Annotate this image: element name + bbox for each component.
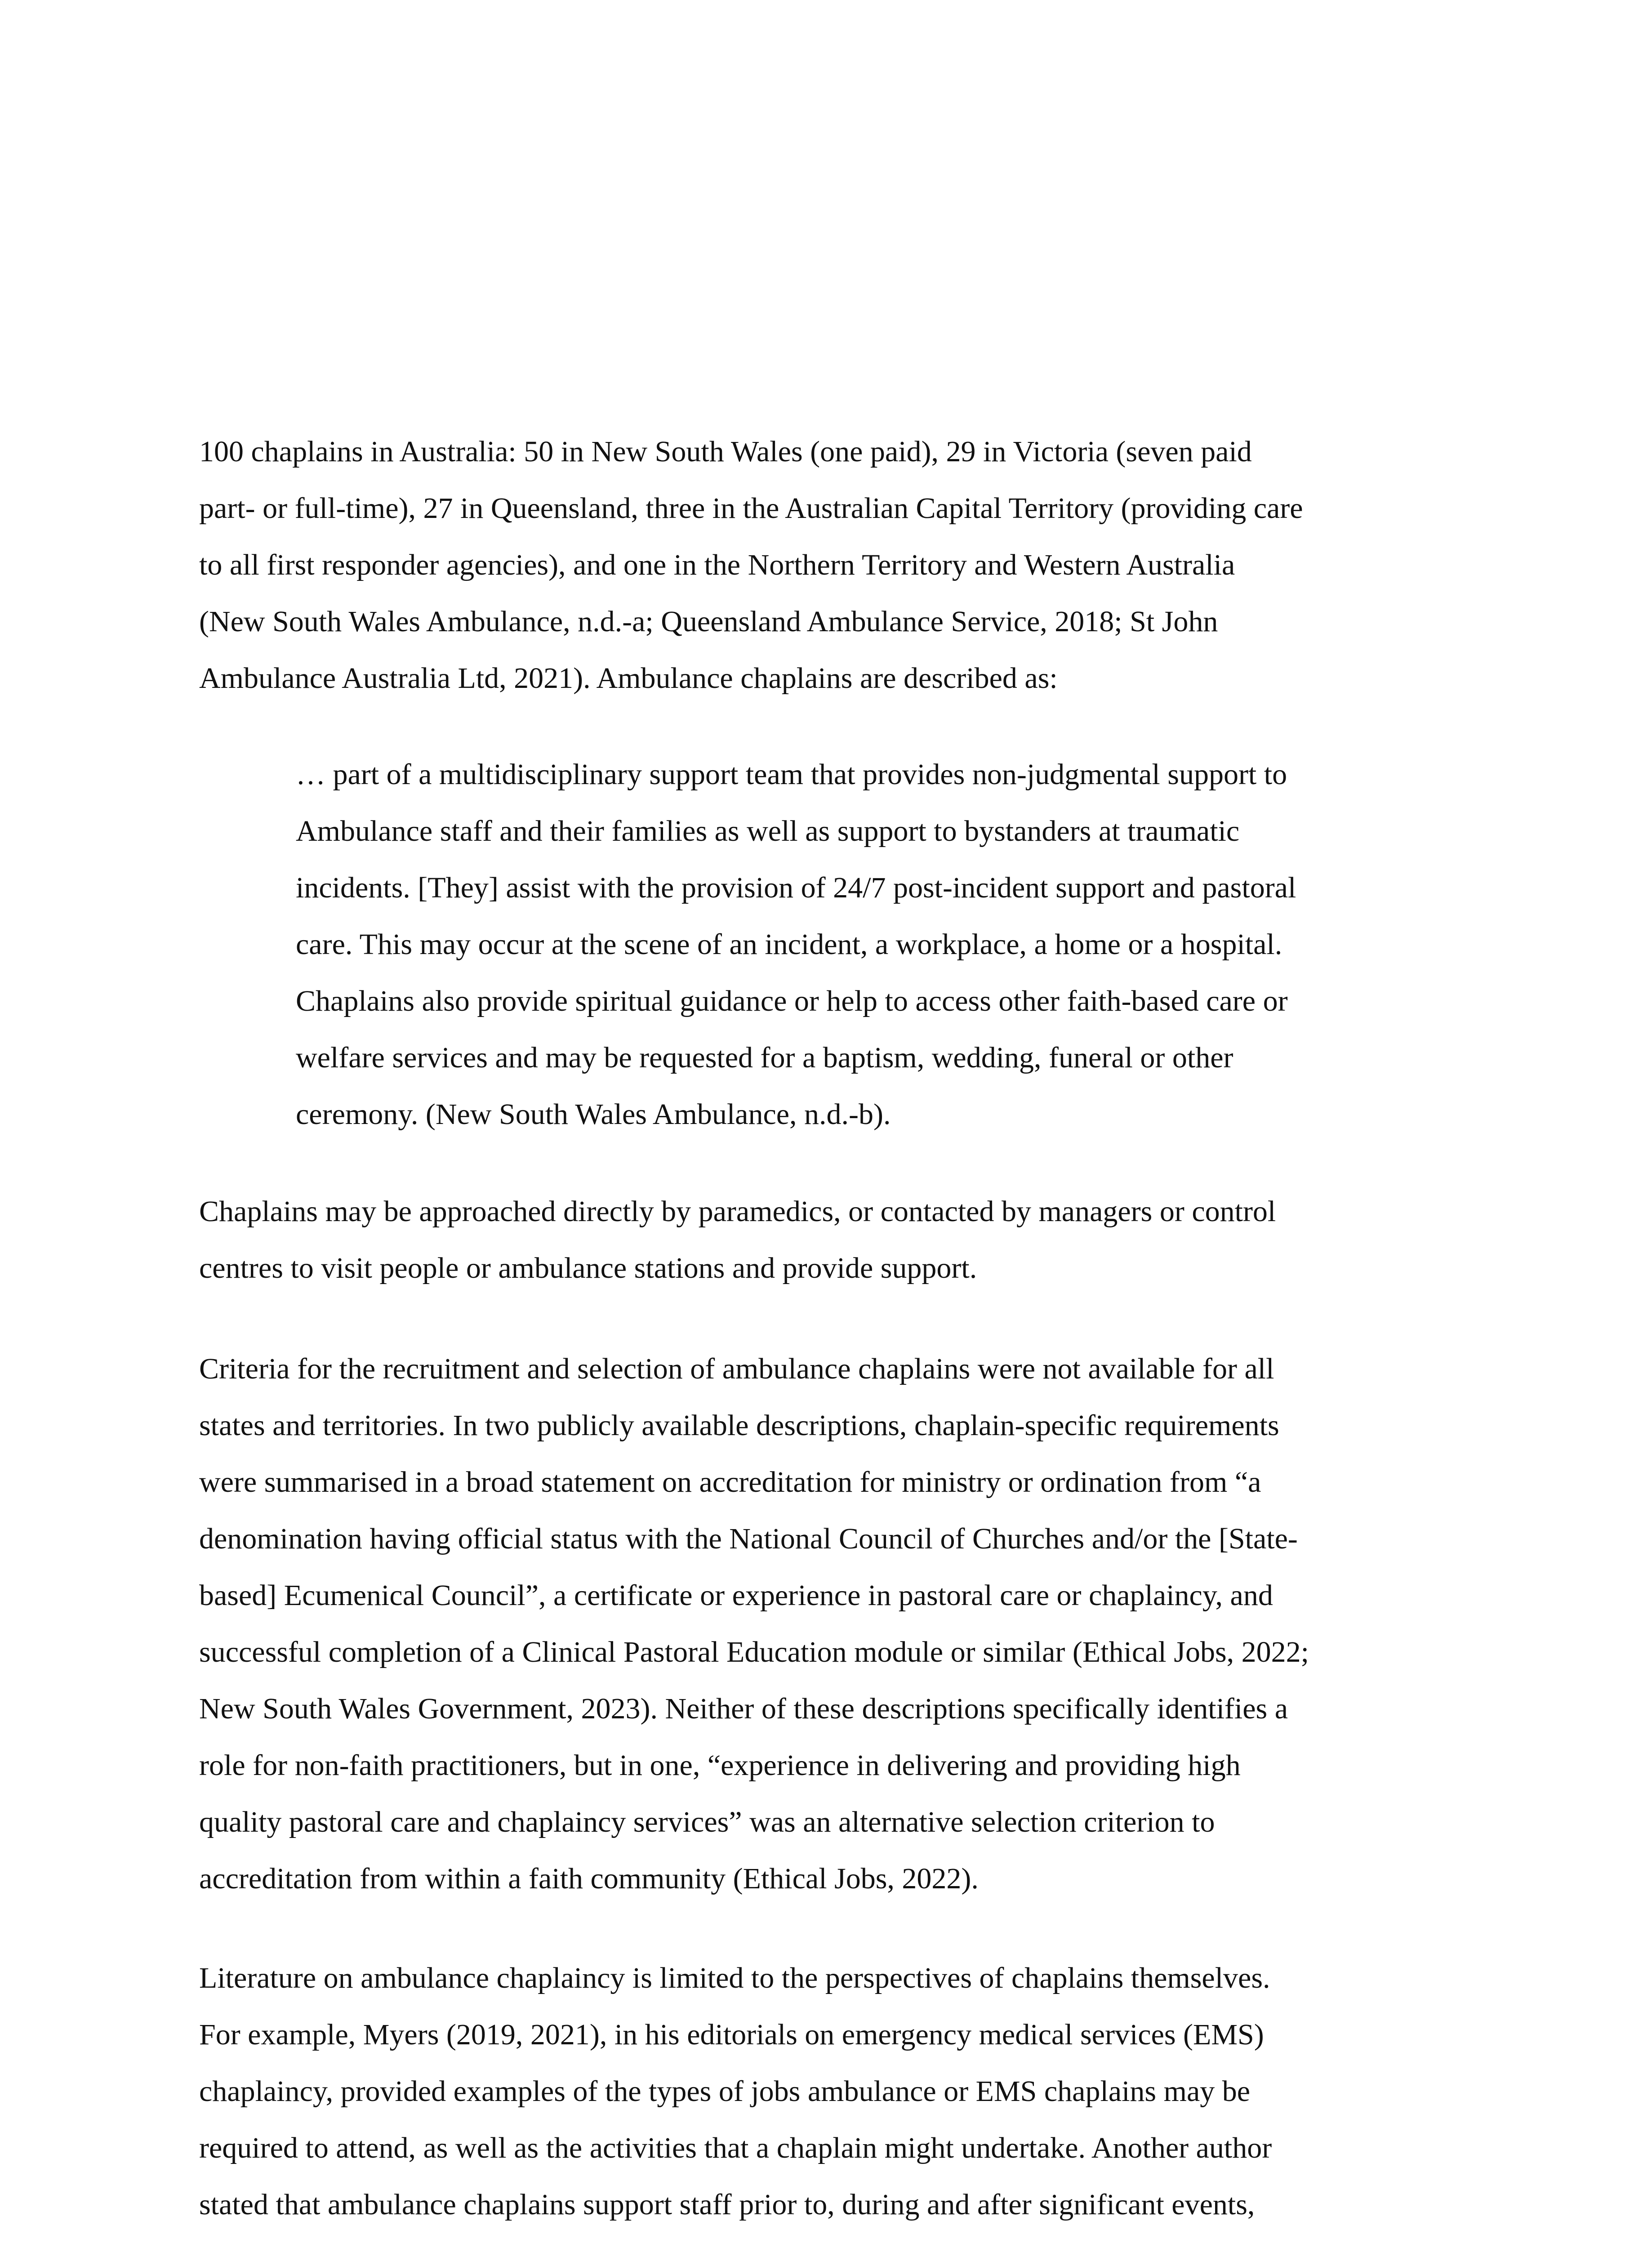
text-line: For example, Myers (2019, 2021), in his editorials on emergency medical services (EMS) xyxy=(199,2018,1264,2051)
text-line: part- or full-time), 27 in Queensland, three in the Australian Capital Territory (providing care xyxy=(199,492,1303,525)
quote-line: care. This may occur at the scene of an incident, a workplace, a home or a hospital. xyxy=(296,928,1282,961)
text-line: Chaplains may be approached directly by paramedics, or contacted by managers or control xyxy=(199,1195,1276,1228)
text-line: accreditation from within a faith community (Ethical Jobs, 2022). xyxy=(199,1862,979,1895)
text-line: Literature on ambulance chaplaincy is limited to the perspectives of chaplains themselves. xyxy=(199,1962,1270,1994)
text-line: centres to visit people or ambulance stations and provide support. xyxy=(199,1252,977,1285)
quote-line: ceremony. (New South Wales Ambulance, n.d.-b). xyxy=(296,1098,891,1131)
text-line: Criteria for the recruitment and selection of ambulance chaplains were not available for all xyxy=(199,1352,1274,1385)
text-line: stated that ambulance chaplains support staff prior to, during and after significant events, xyxy=(199,2188,1255,2221)
text-line: quality pastoral care and chaplaincy services” was an alternative selection criterion to xyxy=(199,1806,1215,1838)
text-line: were summarised in a broad statement on accreditation for ministry or ordination from “a xyxy=(199,1466,1261,1499)
quote-line: Chaplains also provide spiritual guidance or help to access other faith-based care or xyxy=(296,985,1288,1017)
text-line: required to attend, as well as the activities that a chaplain might undertake. Another author xyxy=(199,2132,1272,2164)
text-line: Ambulance Australia Ltd, 2021). Ambulance chaplains are described as: xyxy=(199,662,1058,695)
quote-line: incidents. [They] assist with the provision of 24/7 post-incident support and pastoral xyxy=(296,871,1296,904)
text-line: chaplaincy, provided examples of the types of jobs ambulance or EMS chaplains may be xyxy=(199,2075,1251,2108)
text-line: to all first responder agencies), and one in the Northern Territory and Western Australia xyxy=(199,549,1235,581)
quote-line: … part of a multidisciplinary support team that provides non-judgmental support to xyxy=(296,758,1287,791)
text-line: states and territories. In two publicly available descriptions, chaplain-specific requirements xyxy=(199,1409,1279,1442)
paragraph-3 xyxy=(199,1341,1467,1907)
text-line: denomination having official status with the National Council of Churches and/or the [State- xyxy=(199,1522,1298,1555)
text-line: (New South Wales Ambulance, n.d.-a; Queensland Ambulance Service, 2018; St John xyxy=(199,605,1218,638)
text-line: role for non-faith practitioners, but in one, “experience in delivering and providing high xyxy=(199,1749,1241,1782)
text-line: New South Wales Government, 2023). Neither of these descriptions specifically identifies a xyxy=(199,1692,1288,1725)
text-line: successful completion of a Clinical Pastoral Education module or similar (Ethical Jobs, 2022; xyxy=(199,1636,1309,1668)
paragraph-2 xyxy=(199,1183,1467,1297)
text-line: based] Ecumenical Council”, a certificate or experience in pastoral care or chaplaincy, and xyxy=(199,1579,1273,1612)
block-quote xyxy=(296,746,1411,1143)
text-line: 100 chaplains in Australia: 50 in New South Wales (one paid), 29 in Victoria (seven paid xyxy=(199,435,1252,468)
paragraph-4 xyxy=(199,1950,1467,2233)
paragraph-1 xyxy=(199,424,1467,707)
quote-line: welfare services and may be requested for a baptism, wedding, funeral or other xyxy=(296,1041,1233,1074)
quote-line: Ambulance staff and their families as well as support to bystanders at traumatic xyxy=(296,815,1240,847)
